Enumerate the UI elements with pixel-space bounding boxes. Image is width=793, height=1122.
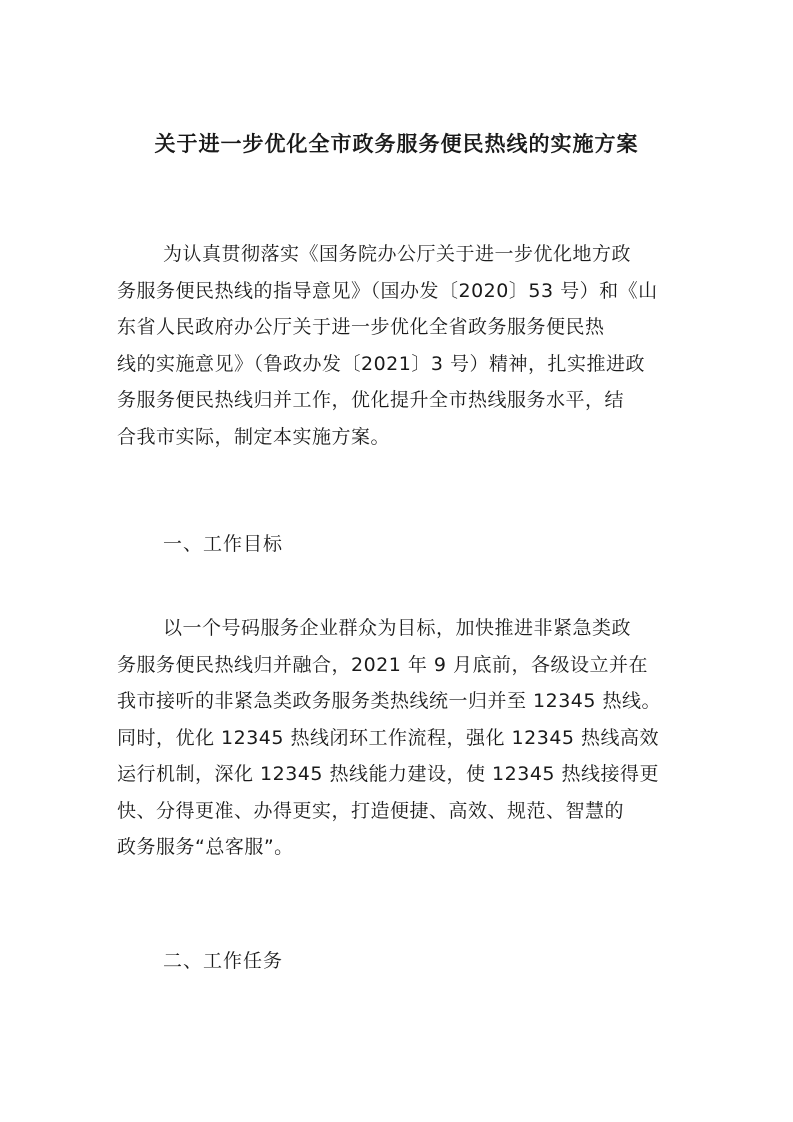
paragraph-line: 我市接听的非紧急类政务服务类热线统一归并至 12345 热线。 [117,690,662,712]
paragraph-line: 务服务便民热线的指导意见》（国办发〔2020〕53 号）和《山 [117,279,658,302]
intro-paragraph [117,236,687,455]
paragraph-line: 东省人民政府办公厅关于进一步优化全省政务服务便民热 [117,316,605,338]
section-heading-goals: 一、工作目标 [163,533,284,555]
paragraph-line: 运行机制，深化 12345 热线能力建设，使 12345 热线接得更 [117,763,660,785]
paragraph-line: 合我市实际，制定本实施方案。 [117,425,391,448]
paragraph-line: 务服务便民热线归并融合，2021 年 9 月底前，各级设立并在 [117,653,649,676]
paragraph-line: 以一个号码服务企业群众为目标，加快推进非紧急类政 [163,617,632,639]
paragraph-line: 政务服务“总客服”。 [117,836,294,858]
paragraph-line: 同时，优化 12345 热线闭环工作流程，强化 12345 热线高效 [117,726,660,749]
section-heading-tasks: 二、工作任务 [163,950,284,972]
goals-paragraph [117,610,687,866]
paragraph-line: 为认真贯彻落实《国务院办公厅关于进一步优化地方政 [163,243,632,265]
paragraph-line: 快、分得更准、办得更实，打造便捷、高效、规范、智慧的 [117,799,625,822]
paragraph-line: 线的实施意见》（鲁政办发〔2021〕3 号）精神，扎实推进政 [117,352,645,375]
document-title: 关于进一步优化全市政务服务便民热线的实施方案 [154,132,639,156]
paragraph-line: 务服务便民热线归并工作，优化提升全市热线服务水平，结 [117,389,625,411]
